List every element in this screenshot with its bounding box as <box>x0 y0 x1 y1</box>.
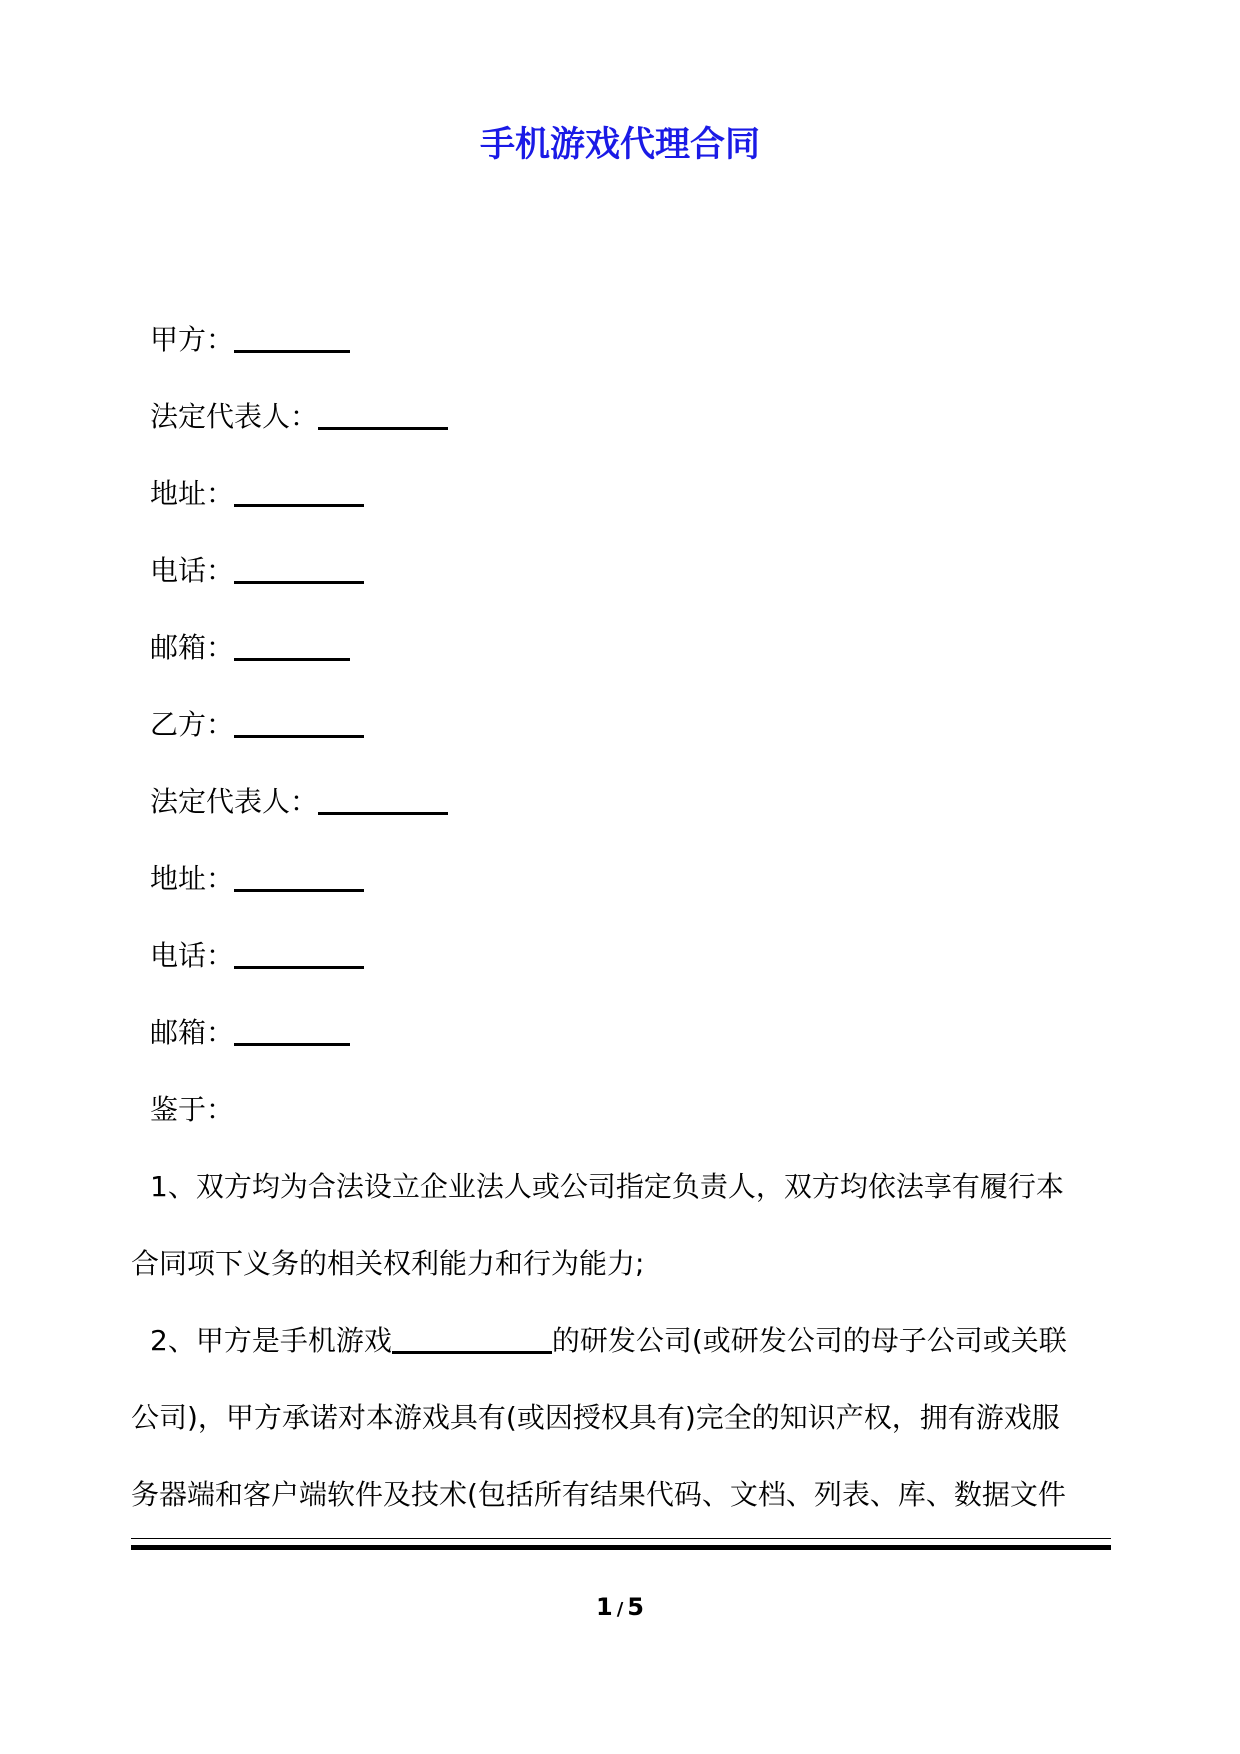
game-name-blank[interactable] <box>392 1321 552 1354</box>
party-b-label: 乙方： <box>150 708 235 741</box>
party-b-phone-label: 电话： <box>150 939 235 972</box>
party-a-address-field <box>150 474 364 514</box>
party-a-phone-blank[interactable] <box>234 551 364 584</box>
party-b-field <box>150 705 364 745</box>
party-a-email-label: 邮箱： <box>150 631 235 664</box>
clause-2-line-2: 公司)，甲方承诺对本游戏具有(或因授权具有)完全的知识产权，拥有游戏服 <box>131 1401 1060 1434</box>
party-a-field <box>150 320 350 360</box>
party-b-rep-blank[interactable] <box>318 782 448 815</box>
footer-rule-thick <box>131 1545 1111 1550</box>
party-a-rep-field <box>150 397 448 437</box>
clause-2-text-before: 2、甲方是手机游戏 <box>150 1324 392 1357</box>
party-a-rep-label: 法定代表人： <box>150 400 319 433</box>
party-a-label: 甲方： <box>150 323 235 356</box>
footer-rule-thin <box>131 1538 1111 1539</box>
total-pages: 5 <box>627 1593 644 1621</box>
party-b-blank[interactable] <box>234 705 364 738</box>
party-a-blank[interactable] <box>234 320 350 353</box>
clause-2-text-after: 的研发公司(或研发公司的母子公司或关联 <box>551 1324 1067 1357</box>
current-page: 1 <box>596 1593 613 1621</box>
clause-1-line-1: 1、双方均为合法设立企业法人或公司指定负责人，双方均依法享有履行本 <box>150 1170 1064 1203</box>
party-b-email-blank[interactable] <box>234 1013 350 1046</box>
party-b-phone-blank[interactable] <box>234 936 364 969</box>
page-number <box>0 1592 1240 1625</box>
page-separator: / <box>616 1599 624 1620</box>
clause-2-line-3: 务器端和客户端软件及技术(包括所有结果代码、文档、列表、库、数据文件 <box>131 1478 1066 1511</box>
document-title: 手机游戏代理合同 <box>479 125 760 165</box>
party-b-phone-field <box>150 936 364 976</box>
party-b-email-label: 邮箱： <box>150 1016 235 1049</box>
party-a-phone-label: 电话： <box>150 554 235 587</box>
party-a-rep-blank[interactable] <box>318 397 448 430</box>
party-a-phone-field <box>150 551 364 591</box>
party-a-email-field <box>150 628 350 668</box>
party-a-email-blank[interactable] <box>234 628 350 661</box>
clause-2-line-1 <box>150 1321 1130 1361</box>
party-b-address-blank[interactable] <box>234 859 364 892</box>
whereas-heading: 鉴于： <box>150 1093 235 1126</box>
party-a-address-label: 地址： <box>150 477 235 510</box>
clause-1-line-2: 合同项下义务的相关权利能力和行为能力; <box>131 1247 645 1280</box>
party-a-address-blank[interactable] <box>234 474 364 507</box>
party-b-address-label: 地址： <box>150 862 235 895</box>
party-b-address-field <box>150 859 364 899</box>
party-b-rep-field <box>150 782 448 822</box>
party-b-rep-label: 法定代表人： <box>150 785 319 818</box>
party-b-email-field <box>150 1013 350 1053</box>
